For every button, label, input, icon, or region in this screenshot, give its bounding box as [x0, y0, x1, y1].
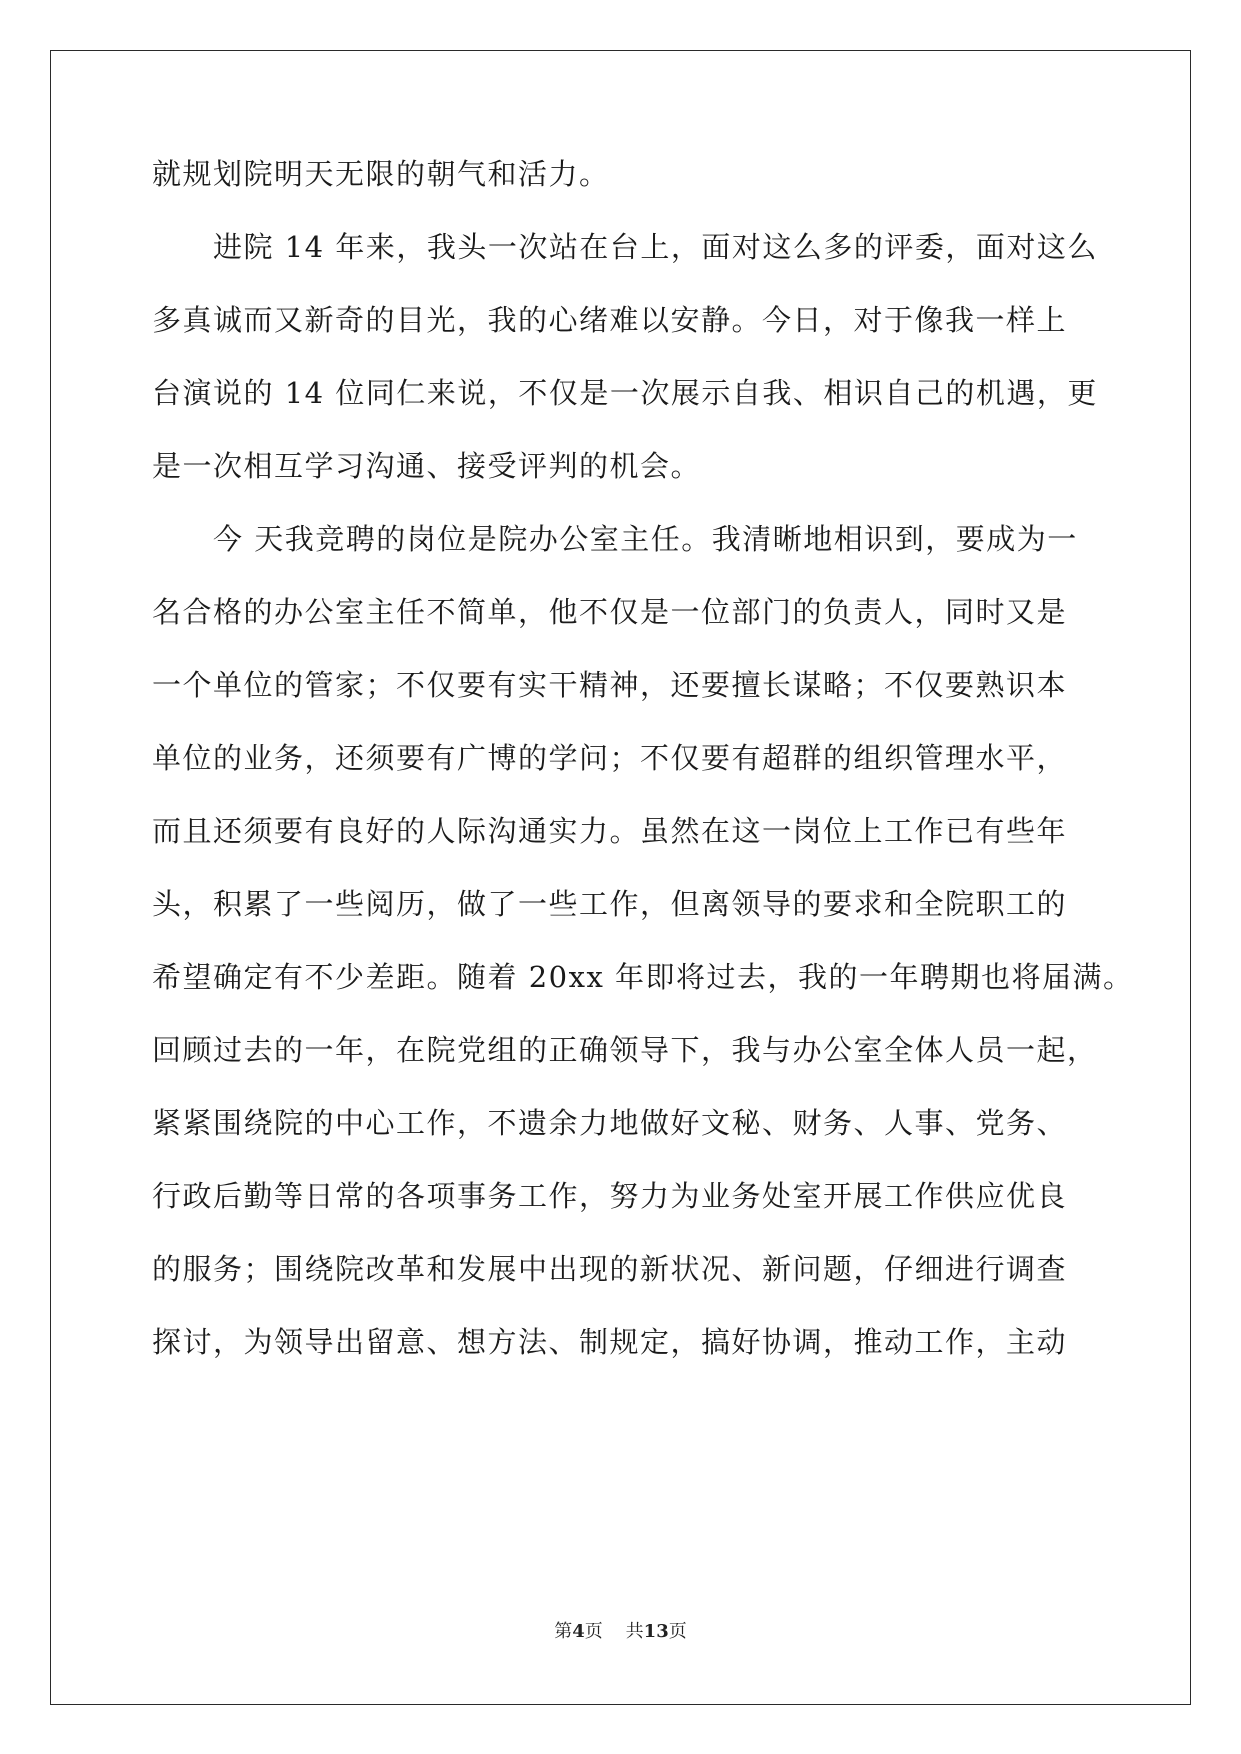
text-line-4: 台演说的 14 位同仁来说，不仅是一次展示自我、相识自己的机遇，更	[152, 376, 1098, 410]
text-line-5: 是一次相互学习沟通、接受评判的机会。	[152, 449, 702, 483]
text-line-13: 回顾过去的一年，在院党组的正确领导下，我与办公室全体人员一起，	[152, 1033, 1098, 1067]
text-line-15: 行政后勤等日常的各项事务工作，努力为业务处室开展工作供应优良	[152, 1179, 1068, 1213]
text-line-7: 名合格的办公室主任不简单，他不仅是一位部门的负责人，同时又是	[152, 595, 1068, 629]
text-line-2: 进院 14 年来，我头一次站在台上，面对这么多的评委，面对这么	[152, 230, 1098, 264]
text-line-8: 一个单位的管家；不仅要有实干精神，还要擅长谋略；不仅要熟识本	[152, 668, 1068, 702]
text-line-14: 紧紧围绕院的中心工作，不遗余力地做好文秘、财务、人事、党务、	[152, 1106, 1068, 1140]
text-line-11: 头，积累了一些阅历，做了一些工作，但离领导的要求和全院职工的	[152, 887, 1068, 921]
page-footer	[0, 1620, 1241, 1644]
text-line-1: 就规划院明天无限的朝气和活力。	[152, 157, 610, 191]
text-line-12: 希望确定有不少差距。随着 20xx 年即将过去，我的一年聘期也将届满。	[152, 960, 1134, 994]
total-pages: 13	[643, 1621, 669, 1642]
text-line-10: 而且还须要有良好的人际沟通实力。虽然在这一岗位上工作已有些年	[152, 814, 1068, 848]
total-suffix: 页	[668, 1621, 687, 1642]
page-suffix: 页	[584, 1621, 603, 1642]
text-line-16: 的服务；围绕院改革和发展中出现的新状况、新问题，仔细进行调查	[152, 1252, 1068, 1286]
text-line-9: 单位的业务，还须要有广博的学问；不仅要有超群的组织管理水平，	[152, 741, 1068, 775]
page-border	[50, 50, 1191, 1705]
page-prefix: 第	[554, 1621, 573, 1642]
text-line-6: 今 天我竞聘的岗位是院办公室主任。我清晰地相识到，要成为一	[152, 522, 1078, 556]
text-line-17: 探讨，为领导出留意、想方法、制规定，搞好协调，推动工作，主动	[152, 1325, 1068, 1359]
text-line-3: 多真诚而又新奇的目光，我的心绪难以安静。今日，对于像我一样上	[152, 303, 1068, 337]
total-prefix: 共	[625, 1621, 644, 1642]
page-number: 4	[572, 1621, 585, 1642]
